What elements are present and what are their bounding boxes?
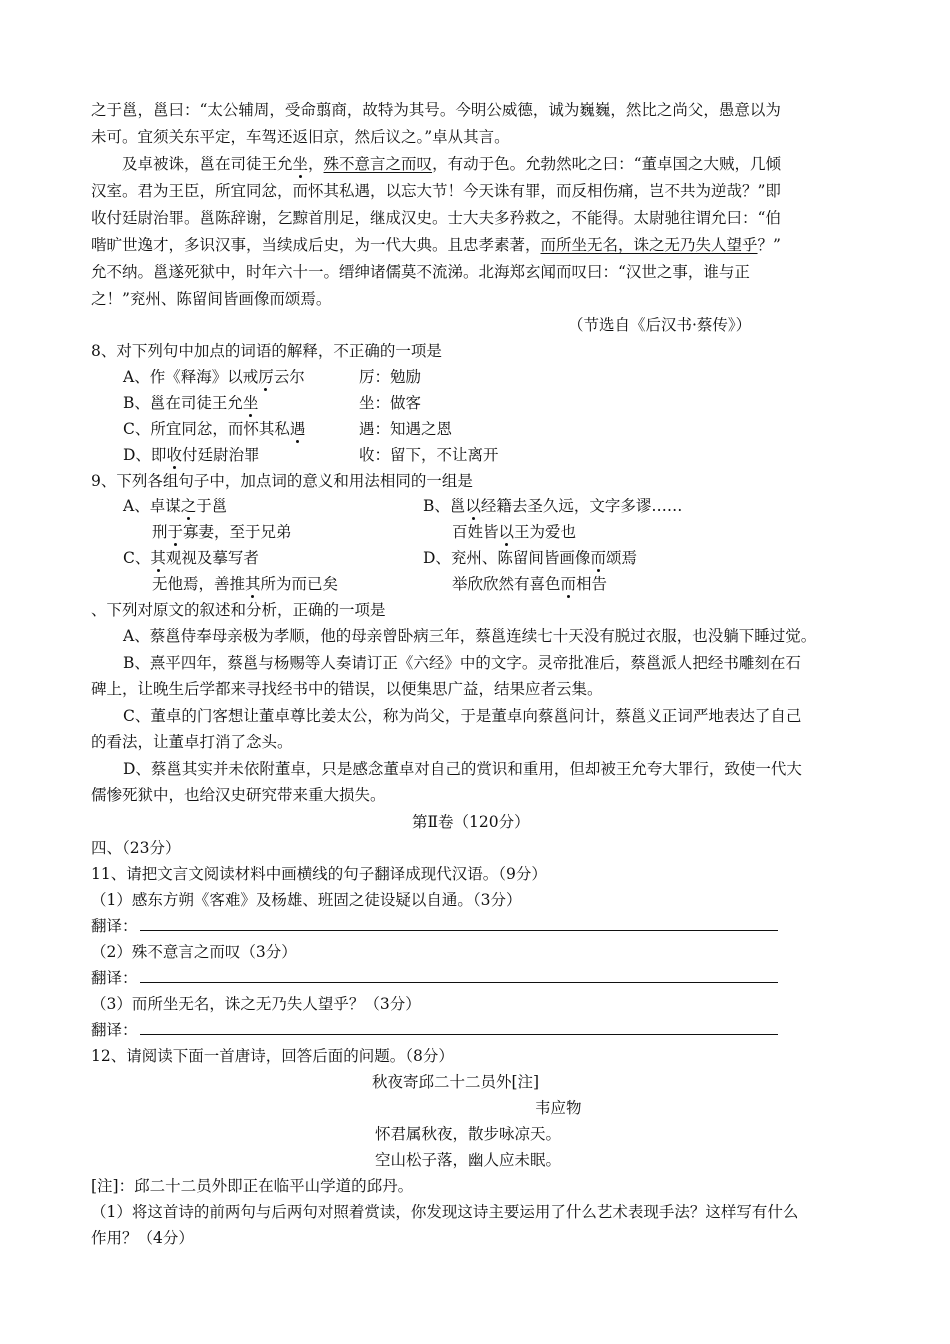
question-8-stem: 8、对下列句中加点的词语的解释，不正确的一项是 (91, 342, 442, 360)
q8-option-b: B、邕在司徒王允坐 (123, 394, 259, 412)
q12-subquestion-1: （1）将这首诗的前两句与后两句对照着赏读，你发现这诗主要运用了什么艺术表现手法？这样写有什么 (91, 1203, 799, 1221)
q8-option-d: D、即收付廷尉治罪 (123, 446, 260, 464)
dotted-word: 遇 (289, 420, 306, 438)
dotted-word: 于 (167, 523, 184, 541)
poem-note: [注]：邱二十二员外即正在临平山学道的邱丹。 (91, 1177, 414, 1195)
q9-option-c-line1: C、其观视及摹写者 (123, 549, 259, 567)
q11-sentence-2: （2）殊不意言之而叹（3分） (91, 943, 297, 961)
dotted-word: 而 (590, 549, 606, 567)
q12-subquestion-1-cont: 作用？（4分） (91, 1229, 194, 1247)
translation-answer-line[interactable] (140, 930, 778, 931)
underlined-sentence: 殊不意言之而叹 (323, 155, 433, 173)
passage-line: 喈旷世逸才，多识汉事，当续成后史，为一代大典。且忠孝素著，而所坐无名，诛之无乃失人望乎？” (91, 236, 781, 254)
q10-option-c-cont: 的看法，让董卓打消了念头。 (91, 733, 293, 751)
source-citation: （节选自《后汉书·蔡传》） (568, 316, 752, 334)
q10-option-c: C、董卓的门客想让董卓尊比姜太公，称为尚父，于是董卓向蔡邕问计，蔡邕义正词严地表达了自己 (123, 707, 802, 725)
poem-line-2: 空山松子落，幽人应未眠。 (375, 1151, 562, 1169)
part-2-title: 第Ⅱ卷（120分） (412, 813, 530, 831)
passage-line: 未可。宜须关东平定，车驾还返旧京，然后议之。”卓从其言。 (91, 128, 510, 146)
translation-label: 翻译： (91, 1021, 138, 1039)
q11-sentence-1: （1）感东方朔《客难》及杨雄、班固之徒设疑以自通。（3分） (91, 891, 522, 909)
section-4-heading: 四、（23分） (91, 839, 181, 857)
dotted-word: 其 (150, 549, 166, 567)
dotted-word: 坐 (292, 155, 309, 173)
translation-answer-line[interactable] (140, 1034, 778, 1035)
translation-label: 翻译： (91, 969, 138, 987)
q9-option-a-line1: A、卓谋之于邕 (123, 497, 228, 515)
question-10-stem: 、下列对原文的叙述和分析，正确的一项是 (91, 601, 386, 619)
passage-line: 及卓被诛，邕在司徒王允坐，殊不意言之而叹，有动于色。允勃然叱之曰：“董卓国之大贼，几倾 (122, 155, 781, 173)
dotted-word: 收 (166, 446, 182, 464)
underlined-sentence: 而所坐无名，诛之无乃失人望乎 (540, 236, 758, 254)
dotted-word: 以 (465, 497, 481, 515)
translation-label: 翻译： (91, 917, 138, 935)
dotted-word: 之 (180, 497, 197, 515)
question-12-stem: 12、请阅读下面一首唐诗，回答后面的问题。（8分） (91, 1047, 454, 1065)
q10-option-a: A、蔡邕侍奉母亲极为孝顺，他的母亲曾卧病三年，蔡邕连续七十天没有脱过衣服，也没躺下睡过觉。 (123, 627, 817, 645)
q8-option-c-explanation: 遇：知遇之恩 (359, 420, 453, 438)
passage-line: 收付廷尉治罪。邕陈辞谢，乞黥首刖足，继成汉史。士大夫多矜救之，不能得。太尉驰往谓允曰：“伯 (91, 209, 781, 227)
dotted-word: 其 (245, 575, 261, 593)
question-9-stem: 9、下列各组句子中，加点词的意义和用法相同的一组是 (91, 472, 473, 490)
dotted-word: 而 (560, 575, 577, 593)
q9-option-d-line1: D、兖州、陈留间皆画像而颂焉 (423, 549, 637, 567)
poem-title: 秋夜寄邱二十二员外[注] (372, 1073, 540, 1091)
passage-line: 之！”兖州、陈留间皆画像而颂焉。 (91, 290, 332, 308)
q10-option-d-cont: 儒惨死狱中，也给汉史研究带来重大损失。 (91, 786, 386, 804)
dotted-word: 坐 (242, 394, 259, 412)
dotted-word: 以 (498, 523, 515, 541)
q9-option-b-line1: B、邕以经籍去圣久远，文字多谬…… (423, 497, 683, 515)
passage-line: 汉室。君为王臣，所宜同忿，而怀其私遇，以忘大节！今天诛有罪，而反相伤痛，岂不共为逆哉？”即 (91, 182, 781, 200)
q8-option-a-explanation: 厉：勉励 (359, 368, 422, 386)
poem-author: 韦应物 (535, 1099, 582, 1117)
q9-option-a-line2: 刑于寡妻，至于兄弟 (152, 523, 292, 541)
q11-sentence-3: （3）而所坐无名，诛之无乃失人望乎？（3分） (91, 995, 421, 1013)
q8-option-c: C、所宜同忿，而怀其私遇 (123, 420, 306, 438)
question-11-stem: 11、请把文言文阅读材料中画横线的句子翻译成现代汉语。（9分） (91, 865, 547, 883)
q8-option-b-explanation: 坐：做客 (359, 394, 422, 412)
q9-option-c-line2: 无他焉，善推其所为而已矣 (152, 575, 339, 593)
q9-option-b-line2: 百姓皆以王为爱也 (452, 523, 577, 541)
q10-option-b-cont: 碑上，让晚生后学都来寻找经书中的错误，以便集思广益，结果应者云集。 (91, 680, 603, 698)
translation-answer-line[interactable] (140, 982, 778, 983)
q8-option-a: A、作《释海》以戒厉云尔 (123, 368, 305, 386)
dotted-word: 厉 (258, 368, 274, 386)
q10-option-b: B、熹平四年，蔡邕与杨赐等人奏请订正《六经》中的文字。灵帝批准后，蔡邕派人把经书雕刻在石 (123, 654, 801, 672)
passage-line: 允不纳。邕遂死狱中，时年六十一。缙绅诸儒莫不流涕。北海郑玄闻而叹曰：“汉世之事，谁与正 (91, 263, 750, 281)
q9-option-d-line2: 举欣欣然有喜色而相告 (452, 575, 608, 593)
q10-option-d: D、蔡邕其实并未依附董卓，只是感念董卓对自己的赏识和重用，但却被王允夸大罪行，致使一代大 (123, 760, 802, 778)
passage-line: 之于邕，邕曰：“太公辅周，受命翦商，故特为其号。今明公威德，诚为巍巍，然比之尚父，愚意以为 (91, 101, 781, 119)
q8-option-d-explanation: 收：留下，不让离开 (359, 446, 499, 464)
poem-line-1: 怀君属秋夜，散步咏凉天。 (375, 1125, 562, 1143)
